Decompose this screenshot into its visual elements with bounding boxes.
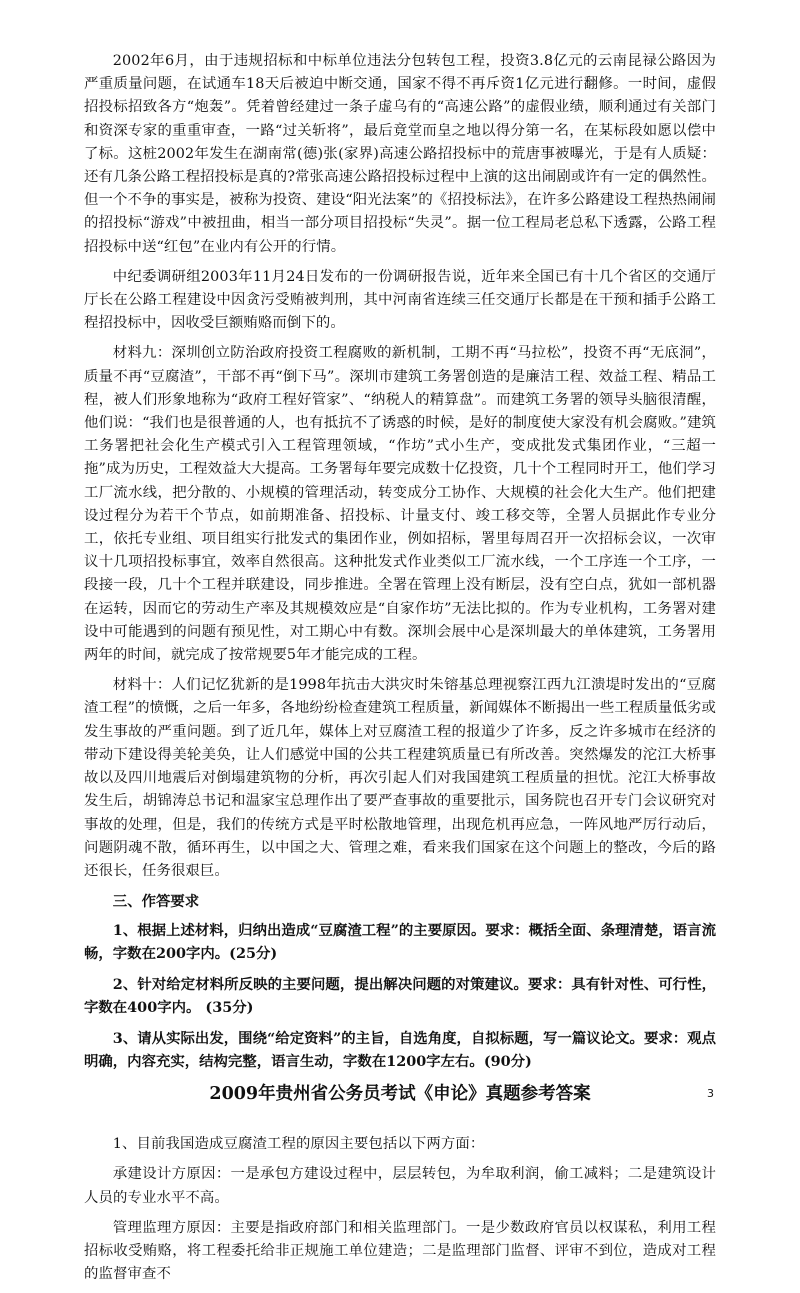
paragraph: 2002年6月，由于违规招标和中标单位违法分包转包工程，投资3.8亿元的云南昆禄公路因为严重质量问题，在试通车18天后被迫中断交通，国家不得不再斥资1亿元进行翻修。一时间，虚假招投标招致各方“炮轰”。凭着曾经建过一条子虚乌有的“高速公路”的虚假业绩，顺利通过有关部门和资深专家的重重审查，一路“过关斩将”，最后竟堂而皇之地以得分第一名，在某标段如愿以偿中了标。这桩2002年发生在湖南常(德)张(家界)高速公路招投标中的荒唐事被曝光，于是有人质疑：还有几条公路工程招投标是真的?常张高速公路招投标过程中上演的这出闹剧或许有一定的偶然性。但一个不争的事实是，被称为投资、建设“阳光法案”的《招投标法》，在许多公路建设工程热热闹闹的招投标“游戏”中被扭曲，相当一部分项目招投标“失灵”。据一位工程局老总私下透露，公路工程招投标中送“红包”在业内有公开的行情。 <box>84 53 716 255</box>
paragraph: 中纪委调研组2003年11月24日发布的一份调研报告说，近年来全国已有十几个省区的交通厅厅长在公路工程建设中因贪污受贿被判刑，其中河南省连续三任交通厅长都是在干预和插手公路工程招投标中，因收受巨额贿赂而倒下的。 <box>84 268 716 332</box>
question-item: 1、根据上述材料，归纳出造成“豆腐渣工程”的主要原因。要求：概括全面、条理清楚，语言流畅，字数在200字内。(25分) <box>84 922 716 963</box>
question-item: 3、请从实际出发，围绕“给定资料”的主旨，自选角度，自拟标题，写一篇议论文。要求：观点明确，内容充实，结构完整，语言生动，字数在1200字左右。(90分) <box>84 1030 716 1071</box>
paragraph: 材料十：人们记忆犹新的是1998年抗击大洪灾时朱镕基总理视察江西九江溃堤时发出的“豆腐渣工程”的愤慨，之后一年多，各地纷纷检查建筑工程质量，新闻媒体不断揭出一些工程质量低劣或发生事故的严重问题。到了近几年，媒体上对豆腐渣工程的报道少了许多，反之许多城市在经济的带动下建设得美轮美奂，让人们感觉中国的公共工程建筑质量已有所改善。突然爆发的沱江大桥事故以及四川地震后对倒塌建筑物的分析，再次引起人们对我国建筑工程质量的担忧。沱江大桥事故发生后，胡锦涛总书记和温家宝总理作出了要严查事故的重要批示，国务院也召开专门会议研究对事故的处理，但是，我们的传统方式是平时松散地管理，出现危机再应急，一阵风地严厉行动后，问题阴魂不散，循环再生，以中国之大、管理之难，看来我们国家在这个问题上的整改，今后的路还很长，任务很艰巨。 <box>84 677 716 879</box>
answer-paragraph: 承建设计方原因：一是承包方建设过程中，层层转包，为牟取利润，偷工减料；二是建筑设计人员的专业水平不高。 <box>84 1166 716 1206</box>
answer-title: 2009年贵州省公务员考试《申论》真题参考答案 <box>209 1084 591 1105</box>
section-heading: 三、作答要求 <box>112 893 200 911</box>
question-item: 2、针对给定材料所反映的主要问题，提出解决问题的对策建议。要求：具有针对性、可行性，字数在400字内。 (35分) <box>84 976 716 1017</box>
page-number: 3 <box>707 1087 714 1100</box>
document-page <box>84 50 716 1293</box>
answer-paragraph: 管理监理方原因：主要是指政府部门和相关监理部门。一是少数政府官员以权谋私，利用工程招标收受贿赂，将工程委托给非正规施工单位建造；二是监理部门监督、评审不到位，造成对工程的监督审查不 <box>84 1219 716 1283</box>
paragraph: 材料九：深圳创立防治政府投资工程腐败的新机制，工期不再“马拉松”，投资不再“无底洞”，质量不再“豆腐渣”，干部不再“倒下马”。深圳市建筑工务署创造的是廉洁工程、效益工程、精品工程，被人们形象地称为“政府工程好管家”、“纳税人的精算盘”。而建筑工务署的领导头脑很清醒，他们说：“我们也是很普通的人，也有抵抗不了诱惑的时候，是好的制度使大家没有机会腐败。”建筑工务署把社会化生产模式引入工程管理领域，“作坊”式小生产，变成批发式集团作业，“三超一拖”成为历史，工程效益大大提高。工务署每年要完成数十亿投资，几十个工程同时开工，他们学习工厂流水线，把分散的、小规模的管理活动，转变成分工协作、大规模的社会化大生产。他们把建设过程分为若干个节点，如前期准备、招投标、计量支付、竣工移交等，全署人员据此作专业分工，依托专业组、项目组实行批发式的集团作业，例如招标，署里每周召开一次招标会议，一次审议十几项招投标事宜，效率自然很高。这种批发式作业类似工厂流水线，一个工序连一个工序，一段接一段，几十个工程并联建设，同步推进。全署在管理上没有断层，没有空白点，犹如一部机器在运转，因而它的劳动生产率及其规模效应是“自家作坊”无法比拟的。作为专业机构，工务署对建设中可能遇到的问题有预见性，对工期心中有数。深圳会展中心是深圳最大的单体建筑，工务署用两年的时间，就完成了按常规要5年才能完成的工程。 <box>84 345 716 664</box>
answer-paragraph: 1、目前我国造成豆腐渣工程的原因主要包括以下两方面： <box>112 1136 485 1153</box>
